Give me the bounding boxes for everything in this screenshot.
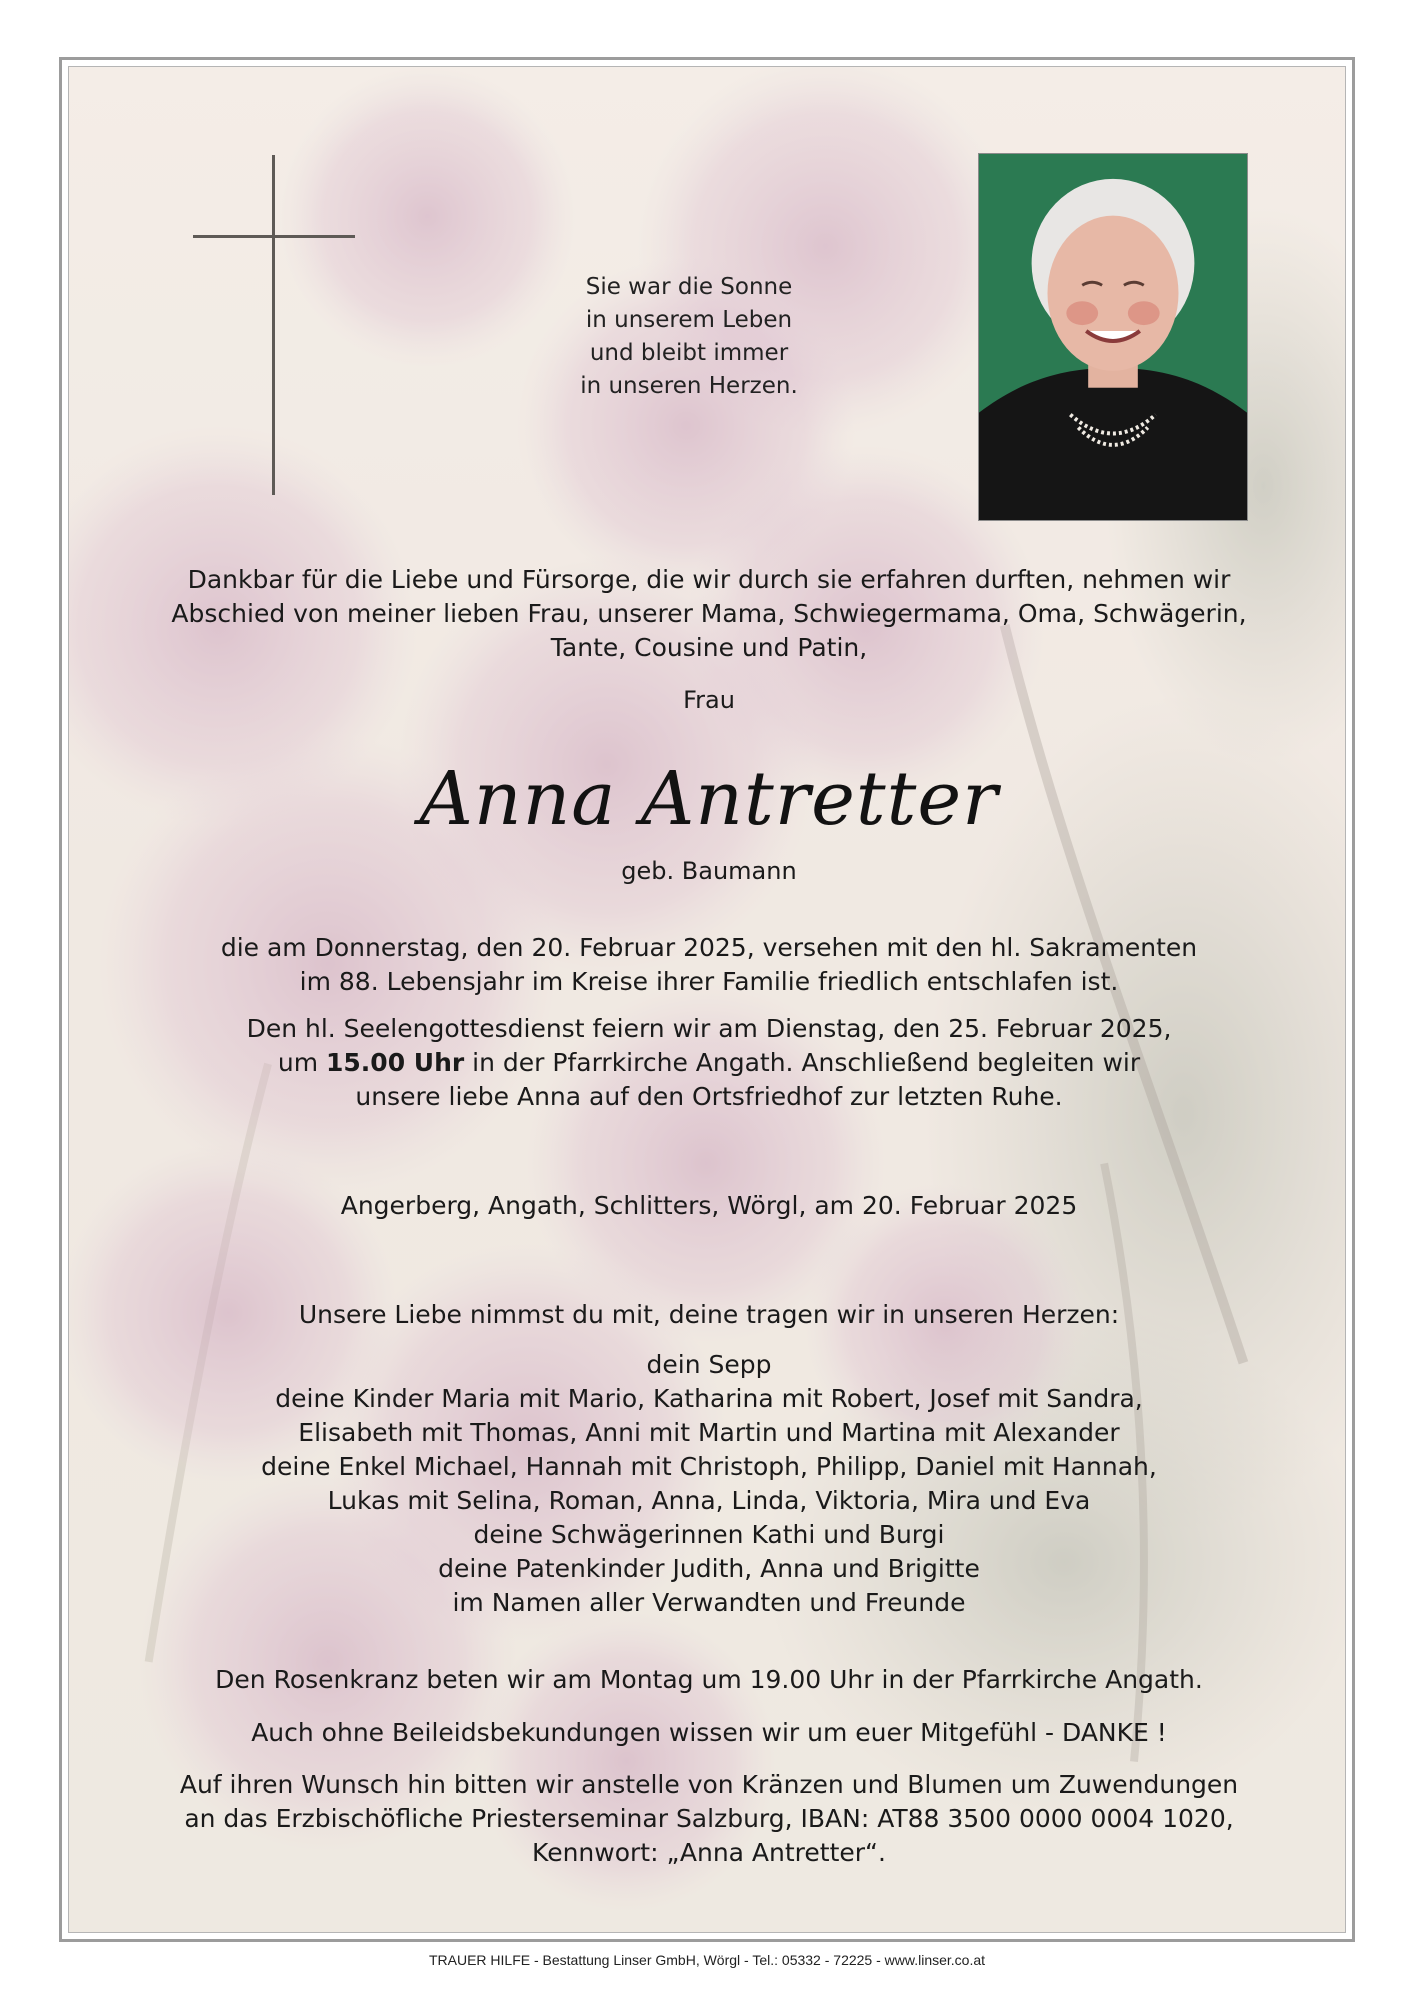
mourner-line: deine Schwägerinnen Kathi und Burgi [473,1520,945,1549]
donation-line: an das Erzbischöfliche Priesterseminar Salzburg, IBAN: AT88 3500 0000 0004 1020, [184,1804,1234,1833]
death-notice [169,931,1249,999]
mourner-line: deine Kinder Maria mit Mario, Katharina mit Robert, Josef mit Sandra, [275,1384,1143,1413]
intro-line: Dankbar für die Liebe und Fürsorge, die wir durch sie erfahren durften, nehmen wir [187,565,1231,594]
cross-icon [193,155,355,495]
card-frame [59,57,1355,1942]
birth-name: geb. Baumann [621,857,797,885]
rosary-info: Den Rosenkranz beten wir am Montag um 19.00 Uhr in der Pfarrkirche Angath. [215,1665,1203,1694]
donation-request [169,1768,1249,1870]
portrait-photo [978,153,1248,521]
mourner-line: im Namen aller Verwandten und Freunde [452,1588,966,1617]
funeral-suffix: in der Pfarrkirche Angath. Anschließend begleiten wir [464,1048,1141,1077]
intro-text [169,563,1249,665]
memorial-quote [489,271,889,403]
deceased-name: Anna Antretter [419,756,999,842]
mourner-line: dein Sepp [646,1350,772,1379]
funeral-line: unsere liebe Anna auf den Ortsfriedhof zur letzten Ruhe. [355,1082,1063,1111]
death-notice-line: im 88. Lebensjahr im Kreise ihrer Familie friedlich entschlafen ist. [299,967,1119,996]
funeral-line: Den hl. Seelengottesdienst feiern wir am Dienstag, den 25. Februar 2025, [246,1014,1172,1043]
mourners-list [169,1348,1249,1620]
quote-line: Sie war die Sonne [585,274,793,300]
donation-line: Auf ihren Wunsch hin bitten wir anstelle von Kränzen und Blumen um Zuwendungen [179,1770,1239,1799]
card-inner [68,66,1346,1933]
mourners-intro: Unsere Liebe nimmst du mit, deine tragen wir in unseren Herzen: [298,1300,1120,1329]
mourner-line: Lukas mit Selina, Roman, Anna, Linda, Viktoria, Mira und Eva [327,1486,1091,1515]
quote-line: in unseren Herzen. [580,373,798,399]
funeral-info [169,1012,1249,1114]
quote-line: und bleibt immer [589,340,789,366]
thanks-note: Auch ohne Beileidsbekundungen wissen wir um euer Mitgefühl - DANKE ! [251,1718,1167,1747]
intro-line: Abschied von meiner lieben Frau, unserer Mama, Schwiegermama, Oma, Schwägerin, [171,599,1247,628]
death-notice-line: die am Donnerstag, den 20. Februar 2025, versehen mit den hl. Sakramenten [220,933,1198,962]
mourner-line: deine Enkel Michael, Hannah mit Christoph, Philipp, Daniel mit Hannah, [261,1452,1157,1481]
quote-line: in unserem Leben [585,307,793,333]
mourner-line: Elisabeth mit Thomas, Anni mit Martin und Martina mit Alexander [298,1418,1120,1447]
place-date: Angerberg, Angath, Schlitters, Wörgl, am 20. Februar 2025 [340,1191,1078,1220]
funeral-line [169,1046,1249,1080]
footer-funeral-home: TRAUER HILFE - Bestattung Linser GmbH, Wörgl - Tel.: 05332 - 72225 - www.linser.co.at [428,1952,986,1968]
funeral-prefix: um [277,1048,327,1077]
title-word: Frau [683,686,735,714]
intro-line: Tante, Cousine und Patin, [550,633,868,662]
donation-line: Kennwort: „Anna Antretter“. [532,1838,886,1867]
funeral-time: 15.00 Uhr [326,1048,465,1077]
mourner-line: deine Patenkinder Judith, Anna und Brigitte [438,1554,980,1583]
